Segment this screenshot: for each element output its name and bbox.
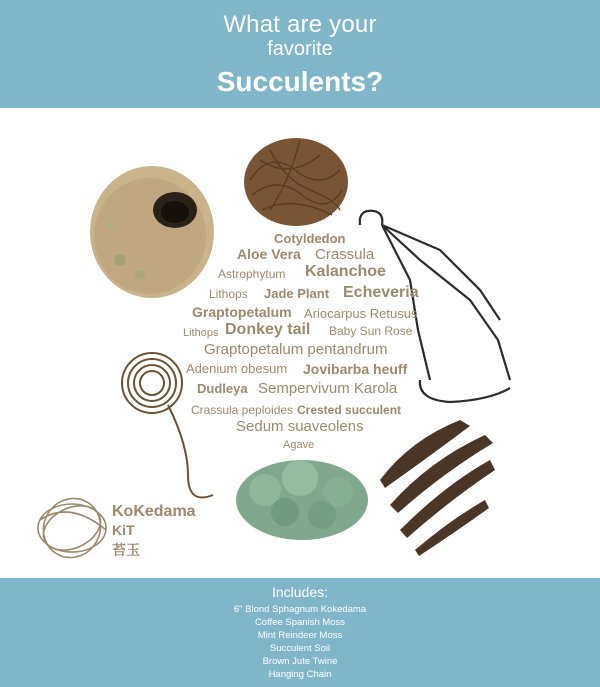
word-cloud-item: Kalanchoe (305, 263, 386, 280)
word-cloud-item: Donkey tail (225, 321, 311, 338)
word-cloud-item: Astrophytum (218, 267, 286, 281)
twine-logo-icon (33, 488, 111, 568)
footer-band (0, 578, 600, 687)
includes-list (0, 603, 600, 681)
word-cloud-item: Graptopetalum pentandrum (204, 341, 388, 358)
word-cloud-item: Sempervivum Karola (258, 380, 398, 397)
word-cloud-item: Ariocarpus Retusus (304, 306, 418, 321)
word-cloud-item: Baby Sun Rose (329, 324, 413, 338)
logo-line-3: 苔玉 (112, 542, 140, 558)
header-line-1: What are your (223, 11, 377, 38)
word-cloud-item: Aloe Vera (237, 246, 301, 262)
word-cloud-item: Crested succulent (297, 403, 402, 417)
includes-item: Coffee Spanish Moss (254, 617, 346, 628)
word-cloud-item: Agave (283, 439, 315, 451)
word-cloud-item: Jade Plant (264, 286, 330, 301)
word-cloud-item: Adenium obesum (186, 361, 288, 376)
word-cloud-item: Crassula peploides (191, 403, 294, 417)
spanish-moss-icon (244, 138, 348, 226)
word-cloud-item: Lithops (209, 287, 248, 301)
includes-item: Succulent Soil (269, 643, 331, 654)
soil-pile-icon (380, 420, 495, 556)
word-cloud-item: Jovibarba heuff (303, 361, 408, 377)
moss-ball-icon (90, 166, 214, 298)
header-line-2: favorite (267, 38, 333, 60)
includes-title: Includes: (271, 584, 329, 600)
word-cloud-item: Echeveria (343, 284, 419, 301)
includes-item: 6" Blond Sphagnum Kokedama (233, 604, 367, 615)
word-cloud-item: Crassula (315, 246, 375, 263)
logo-line-1: KoKedama (112, 503, 196, 520)
word-cloud-item: Sedum suaveolens (236, 418, 364, 435)
includes-item: Brown Jute Twine (262, 656, 338, 667)
includes-item: Hanging Chain (268, 669, 332, 680)
reindeer-moss-icon (236, 460, 368, 540)
word-cloud-item: Dudleya (197, 381, 248, 396)
word-cloud-item: Graptopetalum (192, 304, 292, 320)
word-cloud-item: Cotyldedon (274, 231, 346, 246)
includes-item: Mint Reindeer Moss (257, 630, 343, 641)
word-cloud-item: Lithops (183, 327, 219, 339)
header-title: Succulents? (216, 66, 384, 97)
logo-line-2: KiT (112, 522, 135, 538)
